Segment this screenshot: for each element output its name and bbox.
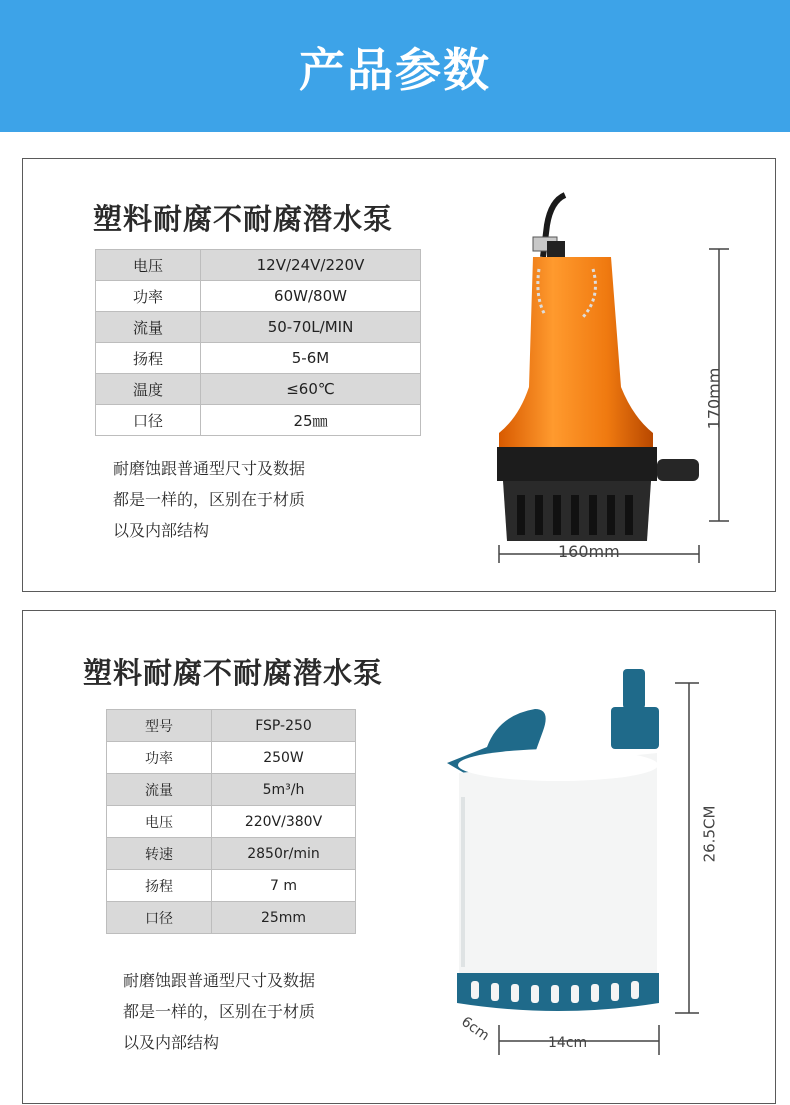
- description-line: 都是一样的，区别在于材质: [113, 490, 306, 509]
- spec-label: 转速: [107, 838, 212, 870]
- description-line: 以及内部结构: [123, 1033, 220, 1052]
- description-line: 以及内部结构: [113, 521, 210, 540]
- spec-label: 型号: [107, 710, 212, 742]
- page-title: 产品参数: [299, 43, 491, 97]
- spec-label: 电压: [107, 806, 212, 838]
- spec-row: [96, 250, 421, 281]
- spec-row: [96, 312, 421, 343]
- spec-value: 25mm: [212, 902, 356, 934]
- description-line: 耐磨蚀跟普通型尺寸及数据: [123, 971, 316, 990]
- spec-value: 12V/24V/220V: [201, 250, 421, 281]
- product-panel-1: [22, 158, 776, 592]
- spec-row: [107, 806, 356, 838]
- page-header: [0, 0, 790, 132]
- spec-value: 220V/380V: [212, 806, 356, 838]
- spec-label: 口径: [107, 902, 212, 934]
- spec-row: [107, 870, 356, 902]
- spec-value: 7 m: [212, 870, 356, 902]
- spec-row: [107, 742, 356, 774]
- spec-value: 50-70L/MIN: [201, 312, 421, 343]
- product-2-description: [123, 965, 315, 1058]
- spec-row: [107, 710, 356, 742]
- spec-row: [107, 774, 356, 806]
- product-1-title: 塑料耐腐不耐腐潜水泵: [93, 202, 394, 236]
- product-2-height-dimension: 26.5CM: [700, 805, 719, 863]
- spec-label: 功率: [107, 742, 212, 774]
- product-2-title: 塑料耐腐不耐腐潜水泵: [83, 656, 384, 690]
- spec-value: 5m³/h: [212, 774, 356, 806]
- spec-label: 温度: [96, 374, 201, 405]
- spec-value: 25㎜: [201, 405, 421, 436]
- spec-row: [96, 281, 421, 312]
- description-line: 都是一样的，区别在于材质: [123, 1002, 316, 1021]
- spec-value: FSP-250: [212, 710, 356, 742]
- spec-value: ≤60℃: [201, 374, 421, 405]
- spec-value: 250W: [212, 742, 356, 774]
- product-1-spec-table: [95, 249, 421, 436]
- product-2-width-dimension: 14cm: [548, 1035, 588, 1051]
- spec-label: 电压: [96, 250, 201, 281]
- spec-label: 流量: [107, 774, 212, 806]
- spec-row: [107, 838, 356, 870]
- spec-row: [107, 902, 356, 934]
- product-1-description: [113, 453, 305, 546]
- spec-value: 60W/80W: [201, 281, 421, 312]
- spec-value: 5-6M: [201, 343, 421, 374]
- spec-row: [96, 374, 421, 405]
- product-1-width-dimension: 160mm: [558, 542, 620, 561]
- spec-label: 扬程: [96, 343, 201, 374]
- spec-label: 流量: [96, 312, 201, 343]
- description-line: 耐磨蚀跟普通型尺寸及数据: [113, 459, 306, 478]
- spec-value: 2850r/min: [212, 838, 356, 870]
- spec-label: 口径: [96, 405, 201, 436]
- white-pump-illustration: [443, 657, 733, 1067]
- spec-row: [96, 405, 421, 436]
- product-2-depth-dimension: 6cm: [458, 1013, 493, 1045]
- product-2-spec-table: [106, 709, 356, 934]
- spec-label: 功率: [96, 281, 201, 312]
- product-panel-2: [22, 610, 776, 1104]
- product-1-height-dimension: 170mm: [704, 367, 724, 430]
- spec-row: [96, 343, 421, 374]
- spec-label: 扬程: [107, 870, 212, 902]
